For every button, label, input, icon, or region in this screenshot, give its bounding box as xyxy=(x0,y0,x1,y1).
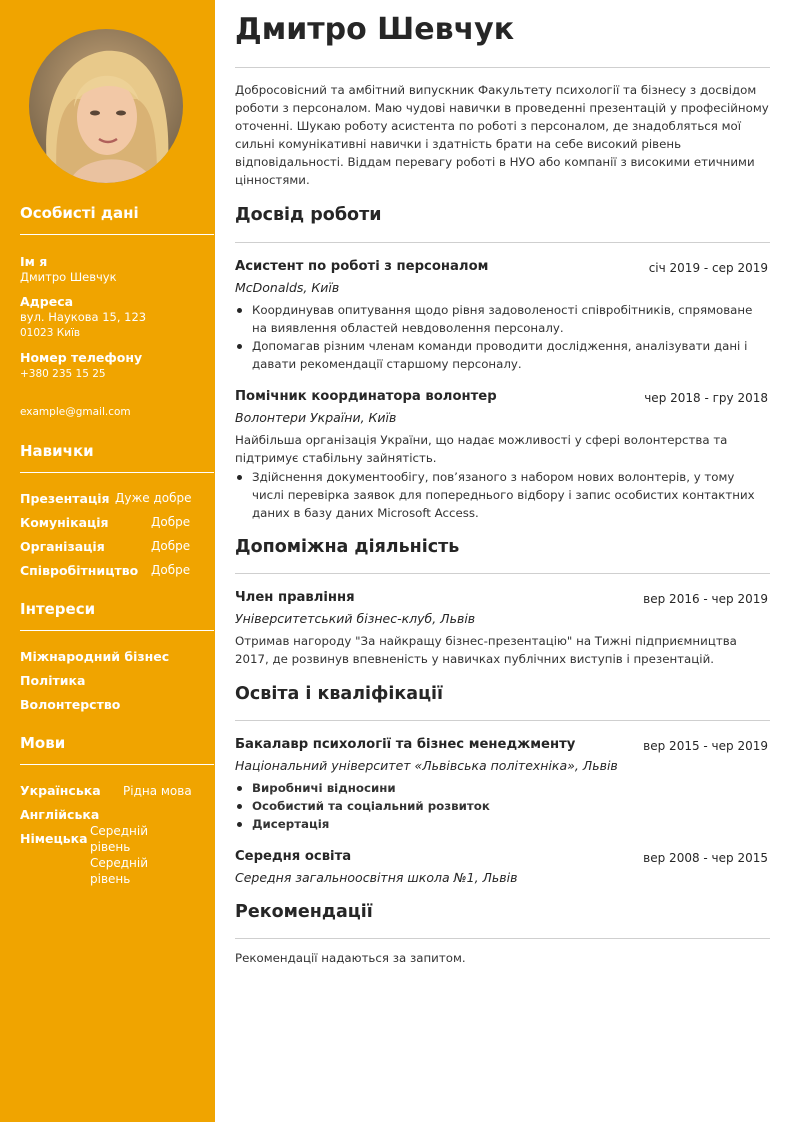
language-level: Середній рівень xyxy=(90,856,149,886)
education-title: Бакалавр психології та бізнес менеджменту xyxy=(235,737,576,752)
job-date: чер 2018 - гру 2018 xyxy=(644,391,768,405)
skill-level: Добре xyxy=(151,563,191,577)
divider xyxy=(20,472,214,473)
skill-level: Добре xyxy=(151,515,191,529)
divider xyxy=(235,938,770,939)
list-item: Координував опитування щодо рівня задоволеності співробітників, спрямоване на виявлення областей невдоволення персоналу. xyxy=(235,301,770,337)
education-section-title: Освіта і кваліфікації xyxy=(235,684,444,704)
address-line1: вул. Наукова 15, 123 xyxy=(20,310,147,324)
language-name: Німецька xyxy=(20,831,88,846)
job-bullets xyxy=(235,468,770,522)
languages-section-title: Мови xyxy=(20,734,66,752)
interest-item: Політика xyxy=(20,673,86,688)
interest-item: Міжнародний бізнес xyxy=(20,649,170,664)
job-description: Найбільша організація України, що надає можливості у сфері волонтерства та підтримує стабільну зайнятість. xyxy=(235,433,728,465)
list-item: Допомагав різним членам команди проводити дослідження, аналізувати дані і давати рекомендації старшому персоналу. xyxy=(235,337,770,373)
address-line2: 01023 Київ xyxy=(20,327,81,339)
skill-name: Комунікація xyxy=(20,515,109,530)
skills-section-title: Навички xyxy=(20,442,94,460)
skill-name: Організація xyxy=(20,539,105,554)
name-label: Ім я xyxy=(20,254,48,269)
profile-photo xyxy=(29,29,183,183)
language-name: Українська xyxy=(20,783,101,798)
language-level: Рідна мова xyxy=(123,784,192,798)
interest-item: Волонтерство xyxy=(20,697,121,712)
job-title: Помічник координатора волонтер xyxy=(235,389,497,404)
activity-org: Університетський бізнес-клуб, Львів xyxy=(235,611,476,626)
summary: Добросовісний та амбітний випускник Факультету психології та бізнесу з досвідом роботи з персоналом. Маю чудові навички в проведенні презентацій у професійному оточенні. Шукаю роботу асистента по роботі з персоналом, де знадобляться мої сильні комунікативні навички і здатність брати на себе високий рівень відповідальності. Віддам перевагу роботі в НУО або компанії з високими етичними цінностями. xyxy=(235,83,769,187)
name-value: Дмитро Шевчук xyxy=(20,270,117,284)
education-date: вер 2015 - чер 2019 xyxy=(643,739,768,753)
job-title: Асистент по роботі з персоналом xyxy=(235,259,489,274)
list-item: Особистий та соціальний розвиток xyxy=(235,797,770,815)
divider xyxy=(20,234,214,235)
list-item: Дисертація xyxy=(235,815,770,833)
job-org: Волонтери України, Київ xyxy=(235,410,397,425)
email-value[interactable]: example@gmail.com xyxy=(20,406,131,418)
address-label: Адреса xyxy=(20,294,74,309)
sidebar xyxy=(0,0,215,1122)
divider xyxy=(235,67,770,68)
activity-title: Член правління xyxy=(235,590,355,605)
language-level: Середній рівень xyxy=(90,824,149,854)
skill-name: Презентація xyxy=(20,491,110,506)
references-section-title: Рекомендації xyxy=(235,902,373,922)
skill-level: Добре xyxy=(151,539,191,553)
phone-label: Номер телефону xyxy=(20,350,143,365)
education-org: Національний університет «Львівська політехніка», Львів xyxy=(235,758,618,773)
page-title: Дмитро Шевчук xyxy=(235,12,515,47)
job-bullets xyxy=(235,301,770,373)
divider xyxy=(235,573,770,574)
education-title: Середня освіта xyxy=(235,849,352,864)
skill-level: Дуже добре xyxy=(115,491,192,505)
activity-date: вер 2016 - чер 2019 xyxy=(643,592,768,606)
list-item: Виробничі відносини xyxy=(235,779,770,797)
education-date: вер 2008 - чер 2015 xyxy=(643,851,768,865)
activity-description: Отримав нагороду "За найкращу бізнес-презентацію" на Тижні підприємництва 2017, де розвинув впевненість у навичках публічних виступів і презентацій. xyxy=(235,634,737,666)
experience-section-title: Досвід роботи xyxy=(235,205,382,225)
skill-name: Співробітництво xyxy=(20,563,139,578)
references-text: Рекомендації надаються за запитом. xyxy=(235,951,466,965)
divider xyxy=(20,630,214,631)
list-item: Здійснення документообігу, пов’язаного з набором нових волонтерів, у тому числі перевірка заявок для попереднього відбору і запис особистих контактних даних в базу даних Microsoft Access. xyxy=(235,468,770,522)
language-name: Англійська xyxy=(20,807,100,822)
job-date: січ 2019 - сер 2019 xyxy=(648,261,768,275)
activities-section-title: Допоміжна діяльність xyxy=(235,537,460,557)
education-bullets xyxy=(235,779,770,833)
job-org: McDonalds, Київ xyxy=(235,280,340,295)
divider xyxy=(235,720,770,721)
divider xyxy=(235,242,770,243)
education-org: Середня загальноосвітня школа №1, Львів xyxy=(235,870,518,885)
interests-section-title: Інтереси xyxy=(20,600,96,618)
personal-section-title: Особисті дані xyxy=(20,204,139,222)
divider xyxy=(20,764,214,765)
phone-value: +380 235 15 25 xyxy=(20,368,106,380)
